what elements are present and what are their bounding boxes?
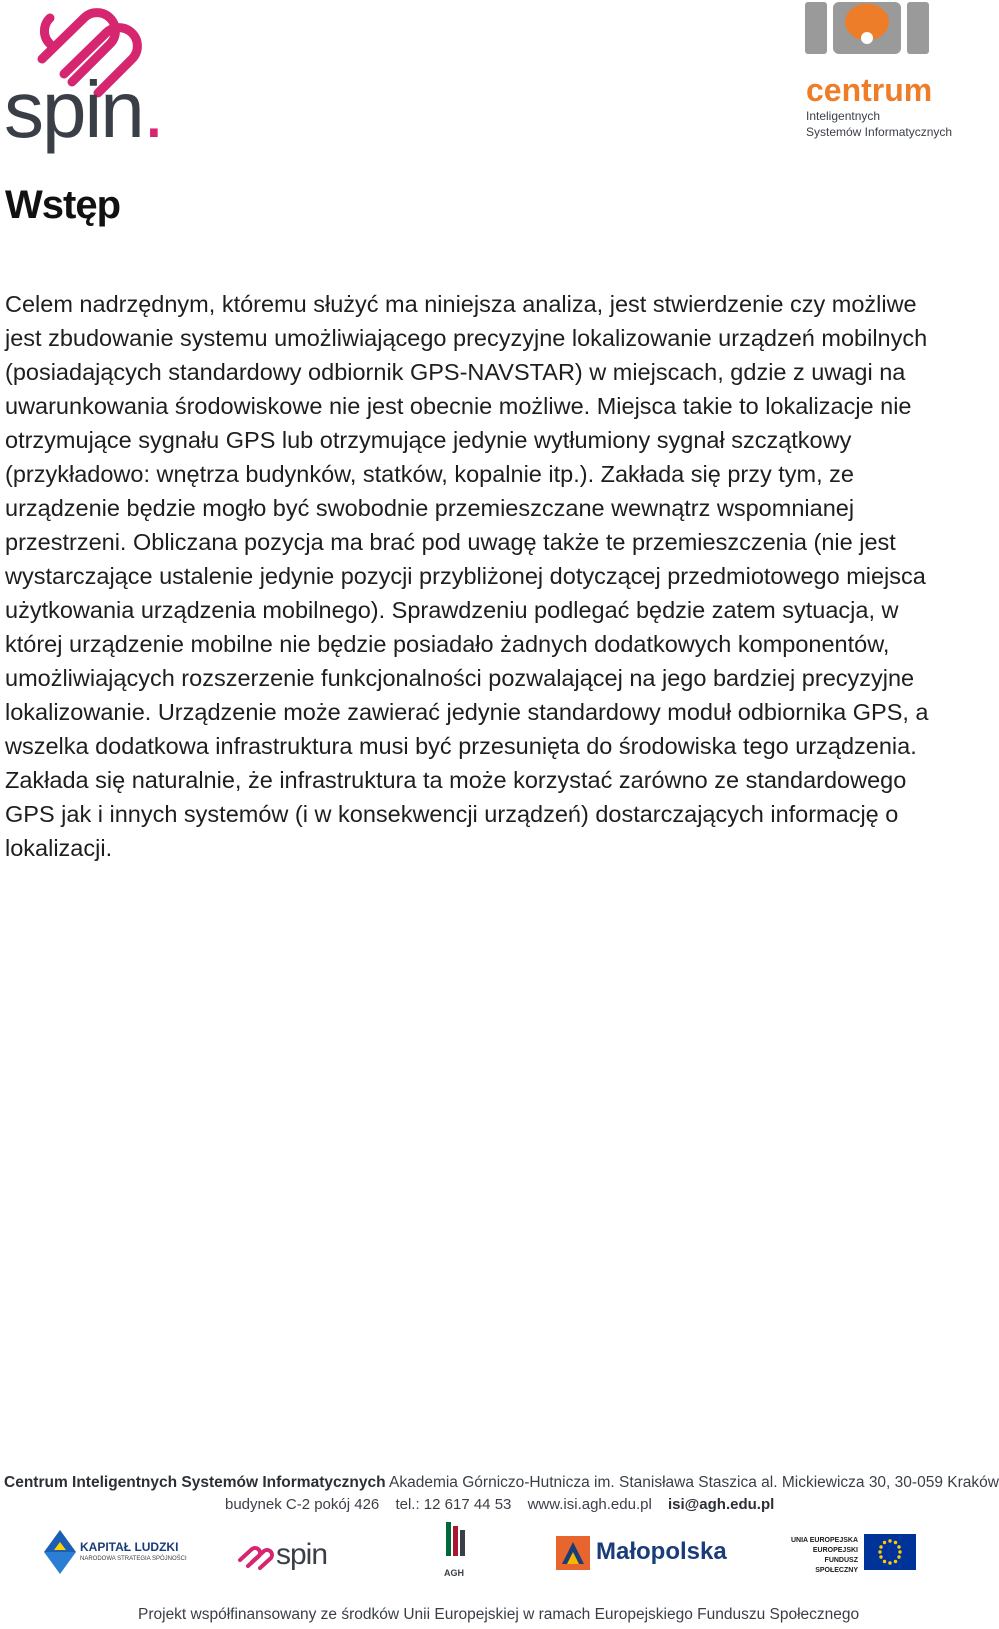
funding-note: Projekt współfinansowany ze środków Unii Europejskiej w ramach Europejskiego Funduszu Społecznego: [138, 1606, 860, 1623]
page-title: Wstęp: [5, 183, 120, 227]
spin-small-logo-icon: [236, 1544, 276, 1568]
eu-flag-icon: [864, 1534, 916, 1570]
footer-address-line: [4, 1474, 999, 1492]
page-header: [0, 0, 960, 170]
isi-logo-subtitle-1: Inteligentnych: [806, 109, 881, 123]
kapital-ludzki-subtitle: NARODOWA STRATEGIA SPÓJNOŚCI: [80, 1556, 187, 1562]
footer-website-link[interactable]: www.isi.agh.edu.pl: [527, 1496, 652, 1513]
footer-room: budynek C-2 pokój 426: [225, 1496, 380, 1513]
eu-logo-text: UNIA EUROPEJSKA EUROPEJSKI FUNDUSZ SPOŁECZNY: [790, 1537, 858, 1574]
footer-contact-line: [225, 1496, 774, 1513]
malopolska-logo-text: Małopolska: [596, 1538, 727, 1565]
isi-logo-subtitle-2: Systemów Informatycznych: [806, 125, 953, 139]
agh-logo: [444, 1522, 468, 1566]
agh-logo-text: AGH: [444, 1568, 464, 1578]
kapital-ludzki-logo: [44, 1530, 76, 1574]
footer-phone: tel.: 12 617 44 53: [395, 1496, 512, 1513]
kapital-ludzki-title: KAPITAŁ LUDZKI: [80, 1540, 179, 1554]
footer-org-name: Centrum Inteligentnych Systemów Informatycznych: [4, 1474, 386, 1491]
footer-university: Akademia Górniczo-Hutnicza im. Stanisława Staszica: [389, 1474, 757, 1491]
footer-street: al. Mickiewicza 30, 30-059 Kraków: [761, 1474, 999, 1491]
body-paragraph: Celem nadrzędnym, któremu służyć ma niniejsza analiza, jest stwierdzenie czy możliwe jest zbudowanie systemu umożliwiającego precyzyjne lokalizowanie urządzeń mobilnych (posiadających standardowy odbiornik GPS-NAVSTAR) w miejscach, gdzie z uwagi na uwarunkowania środowiskowe nie jest obecnie możliwe. Miejsca takie to lokalizacje nie otrzymujące sygnału GPS lub otrzymujące jedynie wytłumiony sygnał szczątkowy (przykładowo: wnętrza budynków, statków, kopalnie itp.). Zakłada się przy tym, ze urządzenie będzie mogło być swobodnie przemieszczane wewnątrz wspomnianej przestrzeni. Obliczana pozycja ma brać pod uwagę także te przemieszczenia (nie jest wystarczające ustalenie jedynie pozycji przybliżonej dotyczącej przedmiotowego miejsca użytkowania urządzenia mobilnego). Sprawdzeniu podlegać będzie zatem sytuacja, w której urządzenie mobilne nie będzie posiadało żadnych dodatkowych komponentów, umożliwiających rozszerzenie funkcjonalności pozwalającej na jego bardziej precyzyjne lokalizowanie. Urządzenie może zawierać jedynie standardowy moduł odbiornika GPS, a wszelka dodatkowa infrastruktura musi być przesunięta do środowiska tego urządzenia. Zakłada się naturalnie, że infrastruktura ta może korzystać zarówno ze standardowego GPS jak i innych systemów (i w konsekwencji urządzeń) dostarczających informację o lokalizacji.: [5, 291, 929, 861]
malopolska-logo-icon: [556, 1536, 590, 1570]
sponsor-logos-row: [0, 1530, 960, 1600]
footer-email-link[interactable]: isi@agh.edu.pl: [667, 1496, 775, 1513]
spin-small-logo-text: spin: [276, 1538, 328, 1571]
isi-logo-centrum: centrum: [806, 72, 933, 108]
spin-logo-text: spin.: [4, 65, 163, 154]
